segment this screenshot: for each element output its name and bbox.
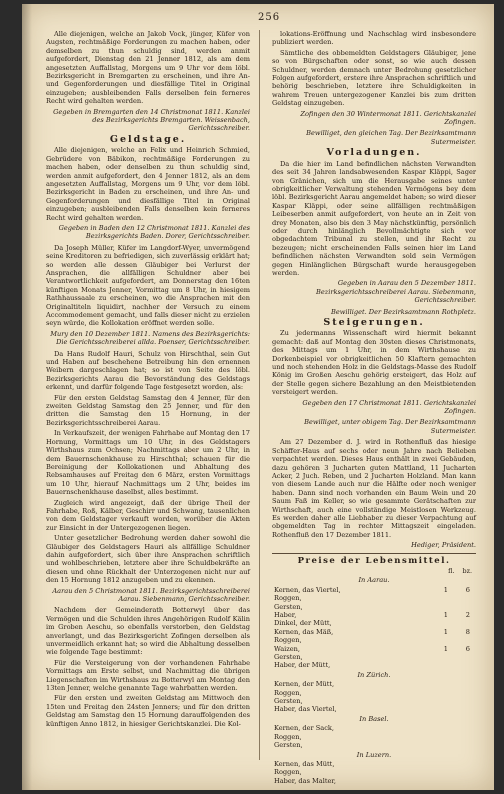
- price-item: Roggen,: [274, 636, 302, 645]
- notice-hauri-creditors: Unter gesetzlicher Bedrohung werden daher sowohl die Gläubiger des Geldstagers Hauri als allfällige Schuldner dahin aufgefordert, sich über ihre Ansprachen schriftlich und wohlbeschrieben, letztere aber ihre Schuldbekräfte an diesen und ohne Rückhalt der Unterzogenen nicht nur auf den 15 Hornung 1812 anzugeben und zu ekennen.: [46, 534, 250, 585]
- notice-schmied: Alle diejenigen, welche an Felix und Heinrich Schmied, Gebrüdere von Bäbikon, rechtmäßige Forderungen zu machen haben, oder denselben zu thun schuldig sind, werden anmit aufgefordert, den 4 Jenner 1812, als an dem angesetzten Auffallstag, Morgens um 9 Uhr, vor dem löbl. Bezirksgericht in Baden zu erscheinen, und ihre An- und Gegenforderungen und diesfällige Titel in Original einzugeben; ausbleibenden Falls denselben kein ferneres Recht wird gehalten werden.: [46, 146, 250, 222]
- price-bz: [448, 705, 470, 713]
- price-item: Dinkel, der Mütt,: [274, 619, 332, 628]
- price-row: [272, 777, 476, 785]
- price-fl: [426, 705, 448, 713]
- newspaper-page: [22, 4, 494, 790]
- section-heading-steigerungen: Steigerungen.: [323, 317, 425, 328]
- price-fl: [426, 733, 448, 741]
- notice-holz-signature: Gegeben den 17 Christmonat 1811. Gerichtskanzlei Zofingen.: [302, 398, 476, 416]
- section-heading-geldstage: Geldstage.: [109, 133, 187, 145]
- notice-holz-approval: Bewilliget, unter obigem Tag. Der Bezirksamtmann Sutermeister.: [304, 418, 476, 435]
- price-row: [272, 697, 476, 705]
- unit-cols: [448, 567, 472, 575]
- price-row: [272, 628, 476, 636]
- unit-fl: fl.: [448, 566, 455, 575]
- price-item: Kernen, das Mäß,: [274, 627, 334, 636]
- price-bz: 6: [465, 585, 470, 594]
- price-item: Kernen, der Sack,: [274, 724, 334, 733]
- price-unit-header: [272, 567, 476, 575]
- price-bz: [448, 661, 470, 669]
- price-item: Roggen,: [274, 594, 302, 603]
- price-item: Roggen,: [274, 688, 302, 697]
- price-bz: [448, 603, 470, 611]
- price-item: Haber, das Viertel,: [274, 705, 337, 714]
- price-item: Gersten,: [274, 653, 303, 662]
- price-row: [272, 680, 476, 688]
- price-item: Gersten,: [274, 602, 303, 611]
- market-town: In Basel.: [359, 714, 389, 723]
- price-fl: [426, 653, 448, 661]
- notice-kaelin-sale: Für die Versteigerung von der vorhandenen Fahrhabe Vormittags am Erste selbst, und Nachmittag die übrigen Liegenschaften im Wirthshaus zu Botterwyl am Montag den 13ten Jenner, welche genannte Tage wahrbatten werden.: [46, 658, 250, 693]
- price-fl: [426, 689, 448, 697]
- price-bz: [448, 653, 470, 661]
- notice-kaelin-signature: Zofingen den 30 Wintermonat 1811. Gerichtskanzlei Zofingen.: [300, 109, 476, 127]
- notice-kaelin-approval: Bewilliget, den gleichen Tag. Der Bezirksamtmann Sutermeister.: [306, 129, 476, 146]
- price-item: Gersten,: [274, 697, 303, 706]
- price-row: [272, 594, 476, 602]
- notice-rothenfluss-signature: Hediger, Präsident.: [411, 541, 476, 550]
- price-fl: [426, 768, 448, 776]
- page-fold-shadow: [22, 4, 32, 790]
- price-row: [272, 653, 476, 661]
- notice-hauri-sale: In Verkaufszeit, der wenigen Fahrhabe auf Montag den 17 Hornung, Vormittags um 10 Uhr, in des Geldstagers Wirthshaus zum Ochsen; Nachmittags aber um 2 Uhr, in dem Bauernschenkhause zu Hirschthal; schauen für die Bereinigung der Kollokationen und Abhaltung des Rebsamhauses auf Freitag den 6 März, ersten Vormittags um 10 Uhr, hierauf Nachmittags um 2 Uhr, beides im Bauernschenkhause daselbst, alles bestimmt.: [46, 429, 250, 497]
- price-row: [272, 741, 476, 749]
- price-fl: [426, 661, 448, 669]
- price-row: [272, 733, 476, 741]
- price-bz: [448, 680, 470, 688]
- price-fl: [426, 619, 448, 627]
- price-item: Gersten,: [274, 741, 303, 750]
- price-bz: 2: [465, 611, 470, 619]
- notice-mueller-signature: Mury den 10 Dezember 1811. Namens des Bezirksgerichts: Die Gerichtsschreiberei allda. Poenser, Gerichtsschreiber.: [50, 329, 250, 347]
- price-bz: [448, 741, 470, 749]
- price-row: [272, 636, 476, 644]
- price-bz: [448, 689, 470, 697]
- price-item: Roggen,: [274, 768, 302, 777]
- price-row: [272, 768, 476, 776]
- price-fl: [426, 741, 448, 749]
- price-bz: [448, 697, 470, 705]
- notice-rothenfluss: Am 27 Dezember d. J. wird in Rothenfluß das hiesige Schäffer-Haus auf sechs oder neun Jahre nach Belieben verpachtet werden. Dieses Haus enthält in zwei Gebäuden, dazu gehören 3 Jucharten guten Mattland, 11 Jucharten Acker, 2 Juch. Reben, und 2 Jucharten Holzland. Man kann von diesem Lande auch nur die Hälfte oder noch weniger haben. Dann sind noch vorhanden ein Baum Wein und 20 Saum Faß im Keller, so wie gesammte Gerätschaften zur Wirthschaft, auch eine vollständige Meistlosen Werkzeug. Es werden daher alle Liebhaber zu dieser Verpachtung auf obgemeldten Tag in rechter Mittagszeit eingeladen. Rothenfluß den 17 Dezember 1811.: [272, 438, 476, 539]
- price-bz: [448, 619, 470, 627]
- notice-hauri-note: Zugleich wird angezeigt, daß der übrige Theil der Fahrhabe, Roß, Kälber, Geschirr und Schwang, tausenlichen von dem Geldstager verkauft worden, worüber die Akten zur Einsicht in der Untergezogenen liegen.: [46, 498, 250, 532]
- notice-vock-signature: Gegeben in Bremgarten den 14 Christmonat 1811. Kanzlei des Bezirksgerichts Bremgarten. Weissenbach, Gerichtsschreiber.: [53, 107, 250, 133]
- column-divider: [259, 30, 260, 760]
- market-town: In Zürich.: [357, 670, 391, 679]
- price-item: Roggen,: [274, 732, 302, 741]
- price-fl: [426, 777, 448, 785]
- price-bz: 6: [465, 644, 470, 653]
- price-row: [272, 603, 476, 611]
- price-row: [272, 760, 476, 768]
- notice-hauri: Da Hans Rudolf Hauri, Schulz von Hirschthal, sein Gut und Haben auf beschehene Betreibung hin den ernennen Weibern dargeschlagen hat; so ist von Seite des löbl. Bezirksgerichts Aarau die Bevorständung des Geldstags erkennt, und darfür folgende Tage festgesetzt worden, als:: [46, 349, 250, 392]
- price-bz: [448, 760, 470, 768]
- price-row: [272, 645, 476, 653]
- price-fl: 1: [443, 644, 448, 653]
- notice-vock: Alle diejenigen, welche an Jakob Vock, jünger, Küfer von Augsten, rechtmäßige Forderungen zu machen haben, oder demselben zu thun schuldig sind, werden anmit aufgefordert, Dienstag den 21 Jenner 1812, als am dem angesetzten Auffallstag, Morgens um 9 Uhr vor dem löbl. Bezirksgericht in Bremgarten zu erscheinen, und ihre An- und Gegenforderungen und diesfällige Titel in Original einzugeben; ausbleibenden Falls derselben fein ferneres Recht wird gehalten werden.: [46, 30, 250, 106]
- right-column: [272, 30, 476, 785]
- price-fl: 1: [443, 585, 448, 594]
- price-item: Haber,: [274, 611, 297, 619]
- notice-schmied-signature: Gegeben in Baden den 12 Christmonat 1811. Kanzlei des Bezirksgerichts Baden. Dorer, Gerichtsschreiber.: [58, 223, 250, 241]
- price-fl: [426, 760, 448, 768]
- price-fl: 1: [443, 627, 448, 636]
- price-bz: [448, 724, 470, 732]
- unit-bz: bz.: [462, 566, 472, 575]
- price-fl: [426, 697, 448, 705]
- price-bz: [448, 733, 470, 741]
- price-fl: 1: [443, 611, 448, 619]
- notice-klaeppi: Da die hier im Land befindlichen nächsten Verwandten des seit 34 Jahren landsabwesenden Kaspar Kläppi, Sager von Gränichen, sich um die Herausgabe seines unter obrigkeitlicher Verwaltung stehenden Vermögens bey dem löbl. Bezirksgericht Aarau angemeldet haben; so wird dieser Kaspar Kläppi, oder seine allfälligen rechtmäßigen Leibeserben anmit aufgefordert, von heute an in Zeit von drey Monaten, also bis den 3 May nächstkünftig, persönlich oder durch hinlänglich Bevollmächtigte sich vor obgedachtem Tribunal zu stellen, und ihr Recht zu bezeugen; nicht erscheinenden Falls seinen hier im Land befindlichen nächsten Verwandten sold sein Vermögen gegen Hinlänglichen Bürgschaft wurde herausgegeben werden.: [272, 159, 476, 277]
- market-town: In Aarau.: [358, 576, 390, 585]
- notice-mueller: Da Joseph Müller, Küfer im Langdorf-Wyer, unvermögend seine Kreditoren zu befriedigen, sich zuverlässig erklärt hat; so werden alle dessen Gläubiger bei Verlurst der Ansprachen, die allfälligen Schuldner aber bei Verantwortlichkeit aufgefordert, am Donnerstag den 16ten künftigen Monats Jenner, Vormittag um 8 Uhr, in hiesigem Rathhaussaale zu erscheinen, wo die Ansprachen mit den Originaltiteln liquidirt, nachher der Versuch zu einem Accommodement gemacht, und falls dieser nicht zu erzielen seyn würde, die Kollokation eröffnet werden solle.: [46, 243, 250, 328]
- notice-kaelin-days: Für den ersten und zweiten Geldstag am Mittwoch den 15ten und Freitag den 24sten Jenners; und für den dritten Geldstag am Samstag den 15 Hornung darauffolgenden des künftigen Anno 1812, in hiesiger Gerichtskanzlei. Die Kol-: [46, 694, 250, 728]
- price-fl: [426, 724, 448, 732]
- notice-klaeppi-approval: Bewilliget. Der Bezirksamtmann Rothpletz.: [331, 307, 476, 316]
- price-row: [272, 689, 476, 697]
- notice-holz: Zu jedermanns Wissenschaft wird hiermit bekannt gemacht: daß auf Montag den 30sten dieses Christmonats, des Mittags um 1 Uhr, in dem Wirthshause zu Dorkenbeispiel vor obrigkeitlichen 50 Klaftern gemachten und noch stehenden Holz in die Geldstags-Masse des Rudolf König im Großen Aeschu gehörig ersteigert, das Holz auf der Stelle gegen sichere Bezahlung an den Meistbietenden versteigert werden.: [272, 329, 476, 397]
- price-row: [272, 705, 476, 713]
- price-row: [272, 661, 476, 669]
- price-bz: [448, 768, 470, 776]
- price-bz: [448, 594, 470, 602]
- notice-kaelin-creditors: Sämtliche des obbemeldten Geldstagers Gläubiger, jene so von Bürgschaften oder sonst, so wie auch dessen Schuldner, werden demnach unter Bedrohung gesetzlicher Folgen aufgefordert, erstere ihre Ansprachen schriftlich und behörig beschrieben, letztere ihre Schuldigkeiten in wahrem Treuen untergezogener Kanzlei bis zum dritten Geldstag einzugeben.: [272, 48, 476, 108]
- price-fl: [426, 636, 448, 644]
- notice-hauri-dates: Für den ersten Geldstag Samstag den 4 Jenner, für den zweiten Geldstag Samstag den 25 Jenner, und für den dritten die Samstag den 15 Hornung, in der Bezirksgerichtsschreiberei Aarau.: [46, 393, 250, 427]
- notice-klaeppi-signature: Gegeben in Aarau den 5 Dezember 1811. Bezirksgerichtsschreiberei Aarau. Siebenmann, Gerichtsschreiber.: [316, 279, 476, 305]
- price-fl: [426, 603, 448, 611]
- price-bz: [448, 636, 470, 644]
- price-row: [272, 724, 476, 732]
- price-row: [272, 619, 476, 627]
- left-column: [46, 30, 250, 730]
- price-fl: [426, 594, 448, 602]
- notice-kaelin: Nachdem der Gemeinderath Botterwyl über das Vermögen und die Schulden ihres Angehörigen Rudolf Kälin im Groben Aeschu, so ebenfalls verstorben, den Geldstag anverlangt, und das Bezirksgericht Zofingen derselben als unvermeidlich erkannt hat; so wird die Abhaltung desselben wie folgende Tage bestimmt:: [46, 606, 250, 657]
- price-table: [272, 576, 476, 785]
- price-item: Kernen, der Mütt,: [274, 680, 335, 689]
- price-table-title: Preise der Lebensmittel.: [272, 553, 476, 565]
- section-heading-vorladungen: Vorladungen.: [326, 147, 422, 159]
- market-town: In Luzern.: [356, 750, 392, 759]
- price-row: [272, 611, 476, 619]
- notice-hauri-signature: Aarau den 5 Christmonat 1811. Bezirksgerichtsschreiberei Aarau. Siebenmann, Gerichtsschreiber.: [52, 586, 250, 603]
- price-item: Kernen, das Viertel,: [274, 585, 341, 594]
- notice-kaelin-cont: lokations-Eröffnung und Nachschlag wird insbesondere publiziert werden.: [272, 30, 476, 47]
- price-item: Haber, das Malter,: [274, 776, 336, 785]
- price-row: [272, 586, 476, 594]
- price-bz: 8: [465, 627, 470, 636]
- price-item: Haber, der Mütt,: [274, 661, 331, 670]
- price-item: Waizen,: [274, 644, 300, 653]
- price-fl: [426, 680, 448, 688]
- price-bz: [448, 777, 470, 785]
- price-item: Kernen, das Mütt,: [274, 759, 335, 768]
- page-number: 256: [258, 12, 281, 23]
